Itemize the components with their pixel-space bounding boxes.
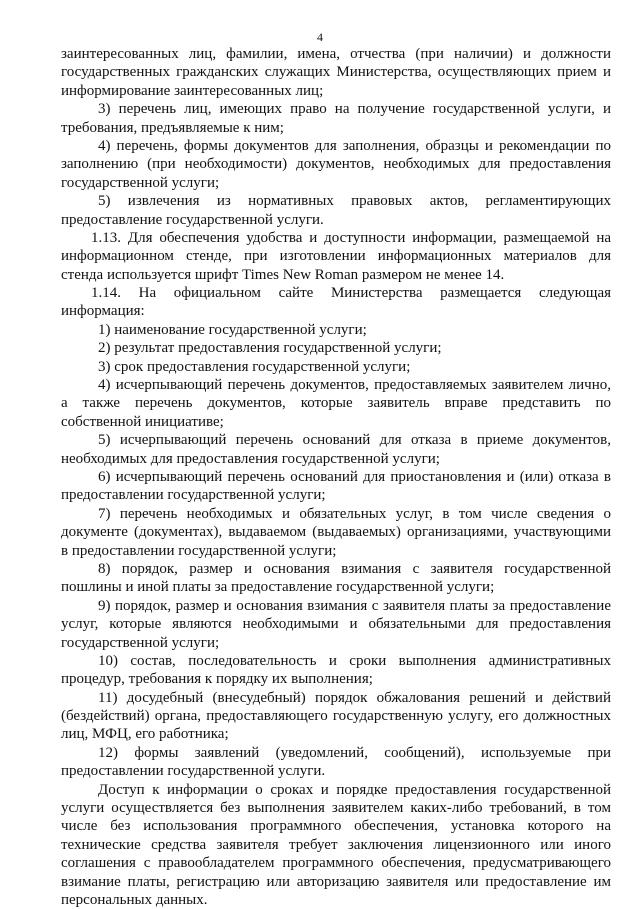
text-line: документе (документах), выдаваемом (выдаваемых) организациями, участвующими (61, 524, 611, 541)
text-line: 2) результат предоставления государственной услуги; (98, 340, 442, 357)
text-line: государственной услуги; (61, 174, 220, 191)
document-body (61, 45, 611, 909)
text-line: необходимых для предоставления государственной услуги; (61, 450, 440, 467)
text-line: заинтересованных лиц, фамилии, имена, отчества (при наличии) и должности (61, 46, 611, 62)
text-line: требования, предъявляемые к ним; (61, 119, 284, 136)
text-line: 5) извлечения из нормативных правовых актов, регламентирующих (98, 193, 611, 210)
text-line: 9) порядок, размер и основания взимания с заявителя платы за предоставление (98, 597, 611, 614)
text-line: государственной услуги; (61, 634, 220, 651)
text-line: 3) срок предоставления государственной услуги; (98, 358, 411, 375)
text-line: 10) состав, последовательность и сроки выполнения административных (98, 652, 611, 669)
text-line: в предоставлении государственной услуги; (61, 542, 337, 559)
text-line: предоставлении государственной услуги. (61, 763, 326, 780)
text-line: 1.13. Для обеспечения удобства и доступности информации, размещаемой на (91, 229, 611, 246)
text-line: предоставление государственной услуги. (61, 211, 324, 228)
text-line: а также перечень документов, которые заявитель вправе представить по (61, 395, 611, 412)
text-line: (бездействий) органа, предоставляющего государственную услугу, его должностных (61, 708, 611, 725)
text-line: информация: (61, 303, 145, 320)
text-line: персональных данных. (61, 891, 208, 908)
text-line: собственной инициативе; (61, 413, 224, 430)
text-line: технические средства заявителя требует заключения лицензионного или иного (61, 836, 611, 853)
text-line: 3) перечень лиц, имеющих право на получение государственной услуги, и (98, 101, 611, 118)
text-line: 6) исчерпывающий перечень оснований для приостановления и (или) отказа в (98, 468, 611, 485)
text-line: пошлины и иной платы за предоставление государственной услуги; (61, 579, 495, 596)
text-line: информирование заинтересованных лиц; (61, 82, 324, 99)
text-line: 1.14. На официальном сайте Министерства размещается следующая (91, 285, 611, 302)
text-line: 5) исчерпывающий перечень оснований для отказа в приеме документов, (98, 432, 611, 449)
text-line: 1) наименование государственной услуги; (98, 321, 367, 338)
page-number: 4 (317, 30, 323, 44)
text-line: числе без использования программного обеспечения, установка которого на (61, 818, 611, 835)
text-line: услуг, которые являются необходимыми и обязательными для предоставления (61, 616, 611, 633)
text-line: лиц, МФЦ, его работника; (61, 726, 229, 743)
text-line: 4) исчерпывающий перечень документов, предоставляемых заявителем лично, (98, 377, 611, 394)
text-line: информационном стенде, при изготовлении информационных материалов для (61, 248, 611, 265)
text-line: взимание платы, регистрацию или авторизацию заявителя или предоставление им (61, 873, 611, 890)
text-line: 4) перечень, формы документов для заполнения, образцы и рекомендации по (98, 137, 611, 154)
text-line: Доступ к информации о сроках и порядке предоставления государственной (98, 781, 611, 798)
text-line: предоставлении государственной услуги; (61, 487, 326, 504)
text-line: 11) досудебный (внесудебный) порядок обжалования решений и действий (98, 689, 611, 706)
text-line: услуги осуществляется без выполнения заявителем каких-либо требований, в том (61, 800, 611, 817)
text-line: соглашения с правообладателем программного обеспечения, предусматривающего (61, 855, 611, 872)
text-line: 8) порядок, размер и основания взимания с заявителя государственной (98, 560, 611, 577)
text-line: процедур, требования к порядку их выполнения; (61, 671, 373, 688)
text-line: 7) перечень необходимых и обязательных услуг, в том числе сведения о (98, 505, 611, 522)
text-line: стенда используется шрифт Times New Roman размером не менее 14. (61, 266, 505, 283)
text-line: государственных гражданских служащих Министерства, осуществляющих прием и (61, 64, 611, 81)
text-line: 12) формы заявлений (уведомлений, сообщений), используемые при (98, 744, 611, 761)
text-line: заполнению (при необходимости) документов, необходимых для предоставления (61, 156, 611, 173)
